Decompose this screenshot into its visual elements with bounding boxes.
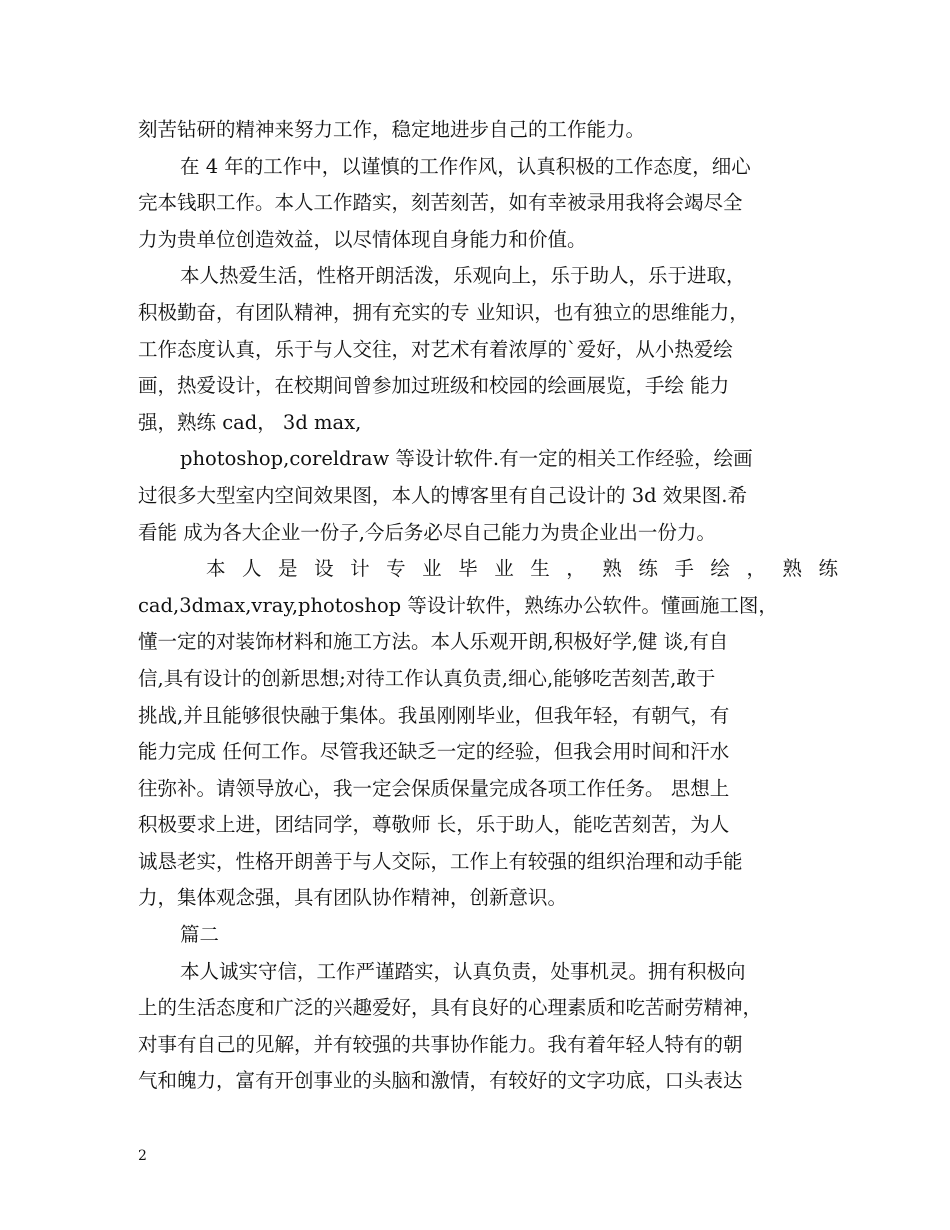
text-line: 强，熟练 cad， 3d max, <box>138 410 362 434</box>
text-line: 画，热爱设计，在校期间曾参加过班级和校园的绘画展览，手绘 能力 <box>138 374 730 398</box>
text-line: 看能 成为各大企业一份子,今后务必尽自己能力为贵企业出一份力。 <box>138 520 716 544</box>
text-line: 力，集体观念强，具有团队协作精神，创新意识。 <box>138 886 568 910</box>
text-line: photoshop,coreldraw 等设计软件.有一定的相关工作经验，绘画 <box>180 447 753 471</box>
text-line: 过很多大型室内空间效果图，本人的博客里有自己设计的 3d 效果图.希 <box>138 483 747 507</box>
text-line: 完本钱职工作。本人工作踏实，刻苦刻苦，如有幸被录用我将会竭尽全 <box>138 191 743 215</box>
text-line: 刻苦钻研的精神来努力工作，稳定地进步自己的工作能力。 <box>138 118 646 141</box>
section-heading: 篇二 <box>180 923 220 947</box>
text-line: 上的生活态度和广泛的兴趣爱好，具有良好的心理素质和吃苦耐劳精神， <box>138 996 763 1020</box>
text-line: 气和魄力，富有开创事业的头脑和激情，有较好的文字功底，口头表达 <box>138 1069 743 1093</box>
text-line: 本人诚实守信，工作严谨踏实，认真负责，处事机灵。拥有积极向 <box>180 959 746 983</box>
text-line: 诚恳老实，性格开朗善于与人交际，工作上有较强的组织治理和动手能 <box>138 849 743 873</box>
text-line: 积极勤奋，有团队精神，拥有充实的专 业知识，也有独立的思维能力， <box>138 300 749 324</box>
body-text <box>138 112 838 1100</box>
text-line: 对事有自己的见解，并有较强的共事协作能力。我有着年轻人特有的朝 <box>138 1032 743 1056</box>
text-line: 能力完成 任何工作。尽管我还缺乏一定的经验，但我会用时间和汗水 <box>138 740 730 764</box>
text-line: 懂一定的对装饰材料和施工方法。本人乐观开朗,积极好学,健 谈,有自 <box>138 630 729 654</box>
text-line: 积极要求上进，团结同学，尊敬师 长，乐于助人，能吃苦刻苦，为人 <box>138 813 730 837</box>
text-line: 工作态度认真，乐于与人交往，对艺术有着浓厚的`爱好，从小热爱绘 <box>138 337 733 361</box>
text-line: 在 4 年的工作中，以谨慎的工作作风，认真积极的工作态度，细心 <box>180 154 751 178</box>
text-line: 力为贵单位创造效益，以尽情体现自身能力和价值。 <box>138 227 587 251</box>
text-line: 挑战,并且能够很快融于集体。我虽刚刚毕业，但我年轻，有朝气，有 <box>138 703 730 727</box>
text-line: cad,3dmax,vray,photoshop 等设计软件，熟练办公软件。懂画施工图， <box>138 593 778 617</box>
text-line: 信,具有设计的创新思想;对待工作认真负责,细心,能够吃苦刻苦,敢于 <box>138 666 716 690</box>
page-number: 2 <box>138 1148 147 1164</box>
text-line: 本人热爱生活，性格开朗活泼，乐观向上，乐于助人，乐于进取， <box>180 264 746 288</box>
text-line: 本 人 是 设 计 专 业 毕 业 生 ， 熟 练 手 绘 ， 熟 练 <box>206 557 838 581</box>
text-line: 往弥补。请领导放心，我一定会保质保量完成各项工作任务。 思想上 <box>138 776 730 800</box>
